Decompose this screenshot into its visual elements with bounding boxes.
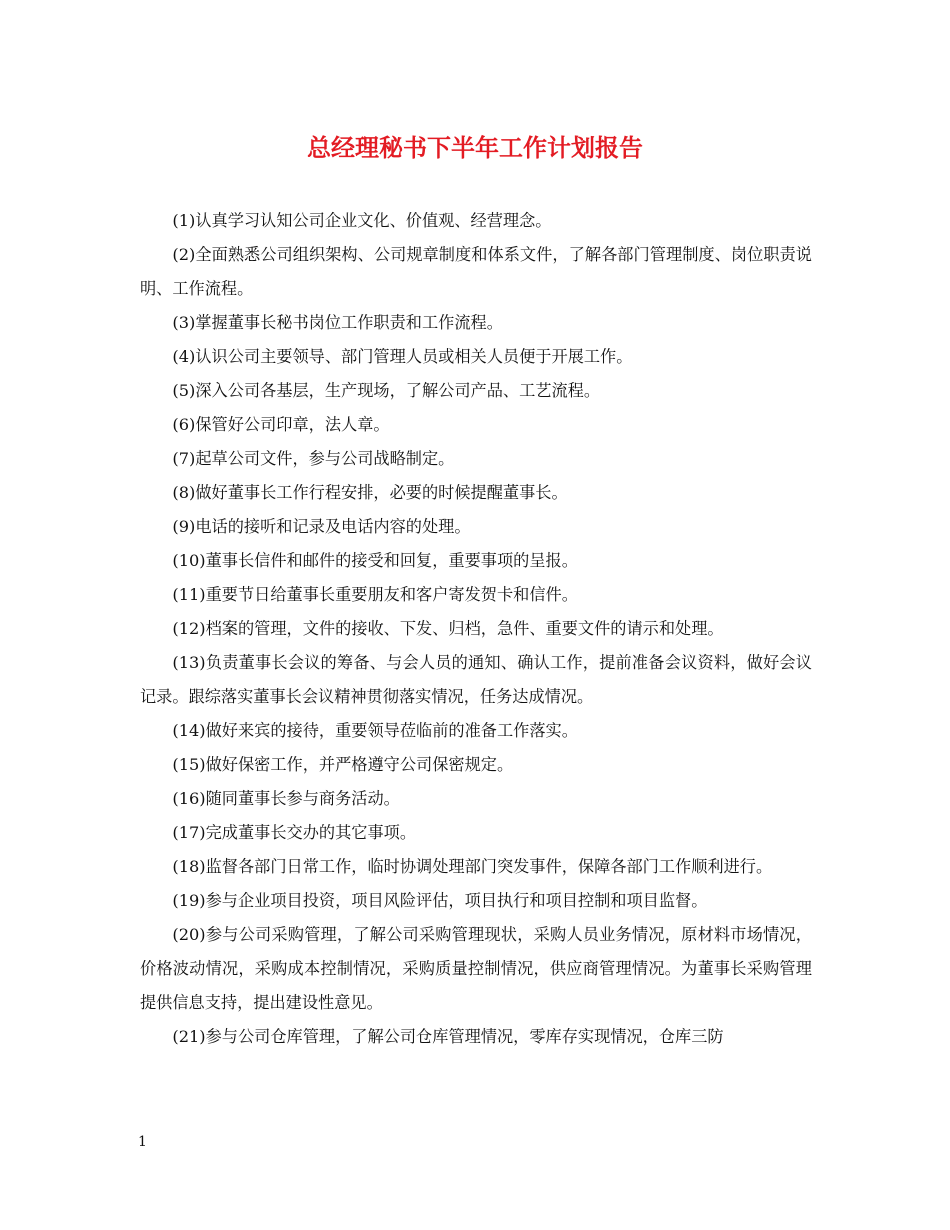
list-item: (7)起草公司文件，参与公司战略制定。 [172, 449, 455, 468]
list-item: (11)重要节日给董事长重要朋友和客户寄发贺卡和信件。 [172, 585, 578, 604]
list-item: (10)董事长信件和邮件的接受和回复，重要事项的呈报。 [172, 551, 578, 570]
list-item: (9)电话的接听和记录及电话内容的处理。 [172, 517, 471, 536]
list-item: (1)认真学习认知公司企业文化、价值观、经营理念。 [172, 211, 552, 230]
list-item: (19)参与企业项目投资，项目风险评估，项目执行和项目控制和项目监督。 [172, 891, 708, 910]
list-item: (6)保管好公司印章，法人章。 [172, 415, 390, 434]
page-number: 1 [138, 1134, 147, 1150]
list-item: (17)完成董事长交办的其它事项。 [172, 823, 417, 842]
list-item: (12)档案的管理，文件的接收、下发、归档，急件、重要文件的请示和处理。 [172, 619, 724, 638]
document-body [140, 204, 812, 1054]
list-item: (13)负责董事长会议的筹备、与会人员的通知、确认工作，提前准备会议资料，做好会议记录。跟综落实董事长会议精神贯彻落实情况，任务达成情况。 [140, 653, 812, 706]
list-item: (21)参与公司仓库管理，了解公司仓库管理情况，零库存实现情况，仓库三防 [172, 1027, 724, 1046]
list-item: (15)做好保密工作，并严格遵守公司保密规定。 [172, 755, 514, 774]
list-item: (2)全面熟悉公司组织架构、公司规章制度和体系文件，了解各部门管理制度、岗位职责说明、工作流程。 [140, 245, 812, 298]
list-item: (16)随同董事长参与商务活动。 [172, 789, 400, 808]
list-item: (18)监督各部门日常工作，临时协调处理部门突发事件，保障各部门工作顺利进行。 [172, 857, 773, 876]
list-item: (14)做好来宾的接待，重要领导莅临前的准备工作落实。 [172, 721, 578, 740]
document-title: 总经理秘书下半年工作计划报告 [307, 134, 643, 162]
list-item: (4)认识公司主要领导、部门管理人员或相关人员便于开展工作。 [172, 347, 633, 366]
list-item: (8)做好董事长工作行程安排，必要的时候提醒董事长。 [172, 483, 568, 502]
list-item: (5)深入公司各基层，生产现场，了解公司产品、工艺流程。 [172, 381, 601, 400]
list-item: (3)掌握董事长秘书岗位工作职责和工作流程。 [172, 313, 503, 332]
list-item: (20)参与公司采购管理，了解公司采购管理现状，采购人员业务情况，原材料市场情况，价格波动情况，采购成本控制情况，采购质量控制情况，供应商管理情况。为董事长采购管理提供信息支持，提出建设性意见。 [140, 925, 812, 1012]
